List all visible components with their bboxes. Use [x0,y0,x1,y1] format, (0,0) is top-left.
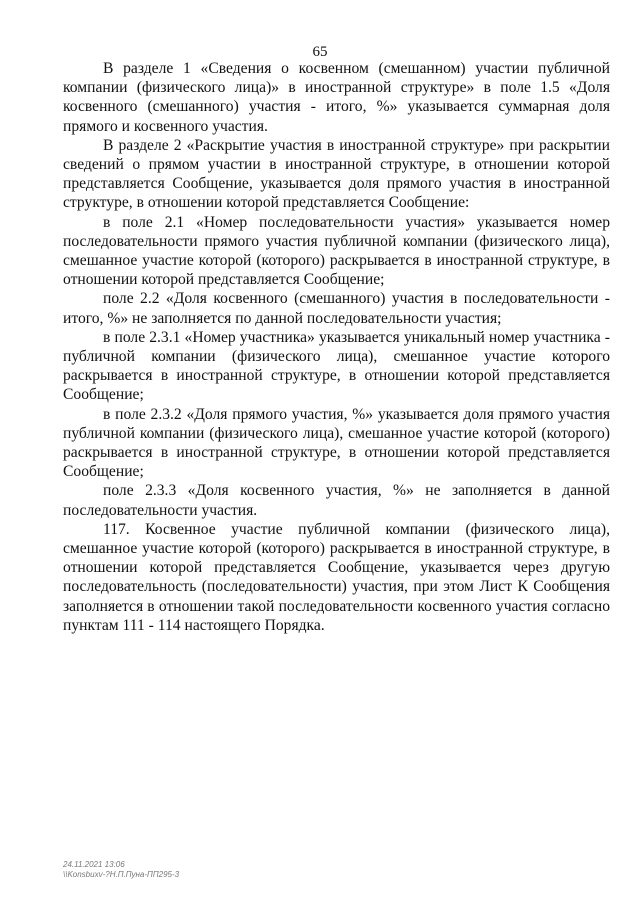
page-number: 65 [312,44,328,60]
paragraph-field-2-2: поле 2.2 «Доля косвенного (смешанного) участия в последовательности - итого, %» не заполняется по данной последовательности участия; [63,290,610,327]
paragraph-field-2-3-2: в поле 2.3.2 «Доля прямого участия, %» указывается доля прямого участия публичной компании (физического лица), смешанное участие которой (которого) раскрывается в иностранной структуре, в отношении которой представляется Сообщение; [63,405,610,481]
paragraph-field-2-1: в поле 2.1 «Номер последовательности участия» указывается номер последовательности прямого участия публичной компании (физического лица), смешанное участие которой (которого) раскрывается в иностранной структуре, в отношении которой представляется Сообщение; [63,213,610,289]
paragraph-section-1: В разделе 1 «Сведения о косвенном (смешанном) участии публичной компании (физического лица)» в иностранной структуре» в поле 1.5 «Доля косвенного (смешанного) участия - итого, %» указывается суммарная доля прямого и косвенного участия. [63,60,610,135]
footer-timestamp: 24.11.2021 13:06 [63,860,125,869]
paragraph-field-2-3-3: поле 2.3.3 «Доля косвенного участия, %» не заполняется в данной последовательности участия. [63,482,610,519]
footer-reference: \\Konsbuxv-?Н.П.Пуна-ПП295-3 [63,870,180,879]
paragraph-field-2-3-1: в поле 2.3.1 «Номер участника» указывается уникальный номер участника - публичной компании (физического лица), смешанное участие которого раскрывается в иностранной структуре, в отношении которой представляется Сообщение; [63,328,610,404]
paragraph-item-117: 117. Косвенное участие публичной компании (физического лица), смешанное участие которой (которого) раскрывается в иностранной структуре, в отношении которой представляется Сообщение, указывается через другую последовательность (последовательности) участия, при этом Лист К Сообщения заполняется в отношении такой последовательности косвенного участия согласно пунктам 111 - 114 настоящего Порядка. [63,520,610,634]
document-footer [63,860,179,880]
document-body [63,59,610,635]
paragraph-section-2: В разделе 2 «Раскрытие участия в иностранной структуре» при раскрытии сведений о прямом участии в иностранной структуре, в отношении которой представляется Сообщение, указывается доля прямого участия в иностранной структуре, в отношении которой представляется Сообщение: [63,136,610,212]
